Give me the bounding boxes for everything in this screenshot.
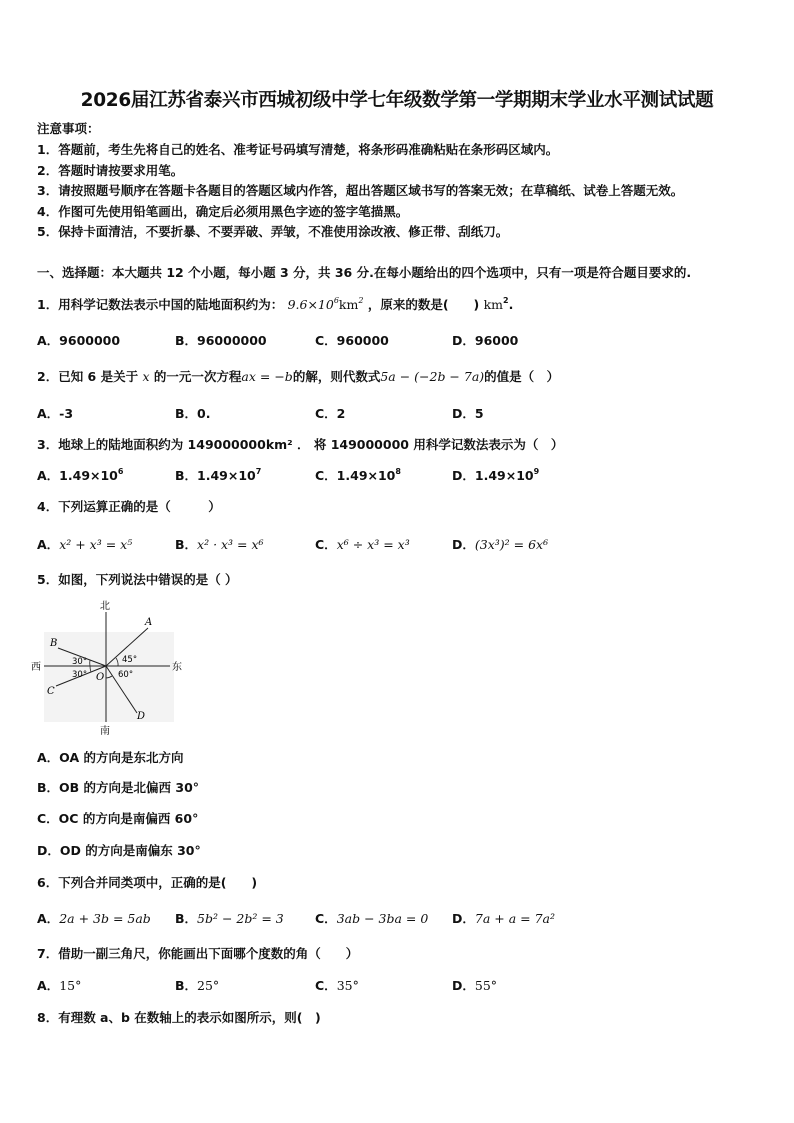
angle-label-od: 60° <box>118 670 134 680</box>
q4-option-label: B． <box>175 537 198 552</box>
q5-option-d[interactable]: D．OD 的方向是南偏东 30° <box>37 843 201 858</box>
section-heading: 一、选择题：本大题共 12 个小题，每小题 3 分，共 36 分.在每小题给出的四个选项中，只有一项是符合题目要求的. <box>37 265 692 280</box>
label-north: 北 <box>100 601 110 612</box>
q4-option-label: A． <box>37 537 60 552</box>
q7-option-b[interactable] <box>175 978 219 994</box>
compass-figure <box>30 598 190 738</box>
q1-option-d[interactable]: D．96000 <box>452 333 519 348</box>
q3-option-c[interactable] <box>315 468 401 484</box>
label-point-b: B <box>50 638 58 649</box>
q2-stem-part: 的一元一次方程 <box>153 369 242 384</box>
q4-option-d[interactable] <box>452 537 548 553</box>
label-origin: O <box>96 672 105 683</box>
label-point-d: D <box>137 711 146 722</box>
q7-option-d[interactable] <box>452 978 497 994</box>
label-east: 东 <box>172 662 182 673</box>
q4-option-label: D． <box>452 537 475 552</box>
question-4-stem: 4．下列运算正确的是（ ） <box>37 499 221 514</box>
question-3-stem: 3．地球上的陆地面积约为 149000000km² ． 将 149000000 用科学记数法表示为（ ） <box>37 437 564 452</box>
q7-option-label: A． <box>37 978 60 993</box>
q2-variable: x <box>142 369 150 384</box>
q7-option-expression: 35° <box>336 978 359 993</box>
q7-option-label: C． <box>315 978 337 993</box>
q1-stem-part: ，原来的数是( ) <box>367 297 480 312</box>
question-5-stem: 5．如图，下列说法中错误的是（ ） <box>37 572 238 587</box>
figure-watermark <box>44 632 174 722</box>
q2-stem-part: 的值是（ ） <box>484 369 560 384</box>
q1-tail: . <box>508 297 514 312</box>
q5-option-b[interactable]: B．OB 的方向是北偏西 30° <box>37 780 200 795</box>
question-7-stem: 7．借助一副三角尺，你能画出下面哪个度数的角（ ） <box>37 946 359 961</box>
q2-equation: ax = −b <box>241 369 293 384</box>
q7-option-label: D． <box>452 978 475 993</box>
q1-exponent: 6 <box>333 296 339 305</box>
q3-option-label: B．1.49×10 <box>175 468 256 483</box>
q6-option-expression: 5b² − 2b² = 3 <box>197 911 284 926</box>
label-point-a: A <box>145 617 153 628</box>
q6-option-label: D． <box>452 911 475 926</box>
label-point-c: C <box>47 686 55 697</box>
q4-option-expression: x² + x³ = x⁵ <box>59 537 133 552</box>
q6-option-label: A． <box>37 911 60 926</box>
q3-option-label: D．1.49×10 <box>452 468 534 483</box>
q3-option-d[interactable] <box>452 468 539 484</box>
question-2-stem <box>37 369 559 385</box>
q3-option-b[interactable] <box>175 468 261 484</box>
note-item: 2．答题时请按要求用笔。 <box>37 163 184 178</box>
note-item: 1．答题前，考生先将自己的姓名、准考证号码填写清楚，将条形码准确粘贴在条形码区域内。 <box>37 142 559 157</box>
question-8-stem: 8．有理数 a、b 在数轴上的表示如图所示，则( ) <box>37 1010 321 1025</box>
q2-option-a[interactable]: A．-3 <box>37 406 74 421</box>
angle-label-ob: 30° <box>72 657 88 667</box>
q3-option-a[interactable] <box>37 468 123 484</box>
q7-option-c[interactable] <box>315 978 359 994</box>
q6-option-d[interactable] <box>452 911 555 927</box>
note-item: 3．请按照题号顺序在答题卡各题目的答题区域内作答，超出答题区域书写的答案无效；在草稿纸、试卷上答题无效。 <box>37 183 684 198</box>
q2-option-b[interactable]: B．0. <box>175 406 211 421</box>
angle-label-oa: 45° <box>122 655 138 665</box>
q6-option-a[interactable] <box>37 911 151 927</box>
q4-option-expression: (3x³)² = 6x⁶ <box>474 537 549 552</box>
q2-expression: 5a − (−2b − 7a) <box>380 369 485 384</box>
q1-option-a[interactable]: A．9600000 <box>37 333 121 348</box>
q1-expression <box>288 297 364 312</box>
q3-option-label: A．1.49×10 <box>37 468 118 483</box>
q2-stem-part: 2．已知 6 是关于 <box>37 369 139 384</box>
q6-option-c[interactable] <box>315 911 428 927</box>
q1-unit: km <box>338 297 359 312</box>
note-item: 5．保持卡面清洁，不要折暴、不要弄破、弄皱，不准使用涂改液、修正带、刮纸刀。 <box>37 224 509 239</box>
q3-option-exponent: 8 <box>395 467 401 476</box>
q3-option-exponent: 7 <box>255 467 262 476</box>
q7-option-expression: 15° <box>59 978 82 993</box>
q4-option-expression: x⁶ ÷ x³ = x³ <box>336 537 410 552</box>
q7-option-label: B． <box>175 978 198 993</box>
q6-option-expression: 7a + a = 7a² <box>474 911 556 926</box>
q3-option-exponent: 9 <box>533 467 540 476</box>
q1-stem-part: 1．用科学记数法表示中国的陆地面积约为： <box>37 297 284 312</box>
q7-option-expression: 25° <box>197 978 220 993</box>
q5-option-c[interactable]: C．OC 的方向是南偏西 60° <box>37 811 199 826</box>
q1-tail-exponent: 2 <box>503 296 509 305</box>
angle-label-oc: 30° <box>72 670 88 680</box>
q6-option-expression: 2a + 3b = 5ab <box>59 911 151 926</box>
q3-option-exponent: 6 <box>117 467 124 476</box>
q2-stem-part: 的解，则代数式 <box>292 369 381 384</box>
q1-tail-unit: km <box>483 297 504 312</box>
q5-option-a[interactable]: A．OA 的方向是东北方向 <box>37 750 184 765</box>
q1-unit-exponent: 2 <box>358 296 364 305</box>
page-title: 2026届江苏省泰兴市西城初级中学七年级数学第一学期期末学业水平测试试题 <box>80 90 714 111</box>
note-item: 4．作图可先使用铅笔画出，确定后必须用黑色字迹的签字笔描黑。 <box>37 204 409 219</box>
q4-option-label: C． <box>315 537 337 552</box>
q4-option-a[interactable] <box>37 537 132 553</box>
q6-option-label: B． <box>175 911 198 926</box>
q4-option-b[interactable] <box>175 537 264 553</box>
q6-option-expression: 3ab − 3ba = 0 <box>336 911 429 926</box>
q4-option-c[interactable] <box>315 537 410 553</box>
q6-option-label: C． <box>315 911 337 926</box>
q7-option-a[interactable] <box>37 978 81 994</box>
notes-heading: 注意事项： <box>37 121 100 136</box>
q7-option-expression: 55° <box>474 978 498 993</box>
q2-option-c[interactable]: C．2 <box>315 406 346 421</box>
q2-option-d[interactable]: D．5 <box>452 406 484 421</box>
question-1-stem <box>37 297 513 313</box>
q1-expr: 9.6×10 <box>287 297 334 312</box>
question-6-stem: 6．下列合并同类项中，正确的是( ) <box>37 875 258 890</box>
q6-option-b[interactable] <box>175 911 284 927</box>
q1-option-c[interactable]: C．960000 <box>315 333 389 348</box>
q3-option-label: C．1.49×10 <box>315 468 396 483</box>
q1-option-b[interactable]: B．96000000 <box>175 333 267 348</box>
label-south: 南 <box>100 726 110 737</box>
q4-option-expression: x² · x³ = x⁶ <box>197 537 264 552</box>
label-west: 西 <box>31 662 41 673</box>
